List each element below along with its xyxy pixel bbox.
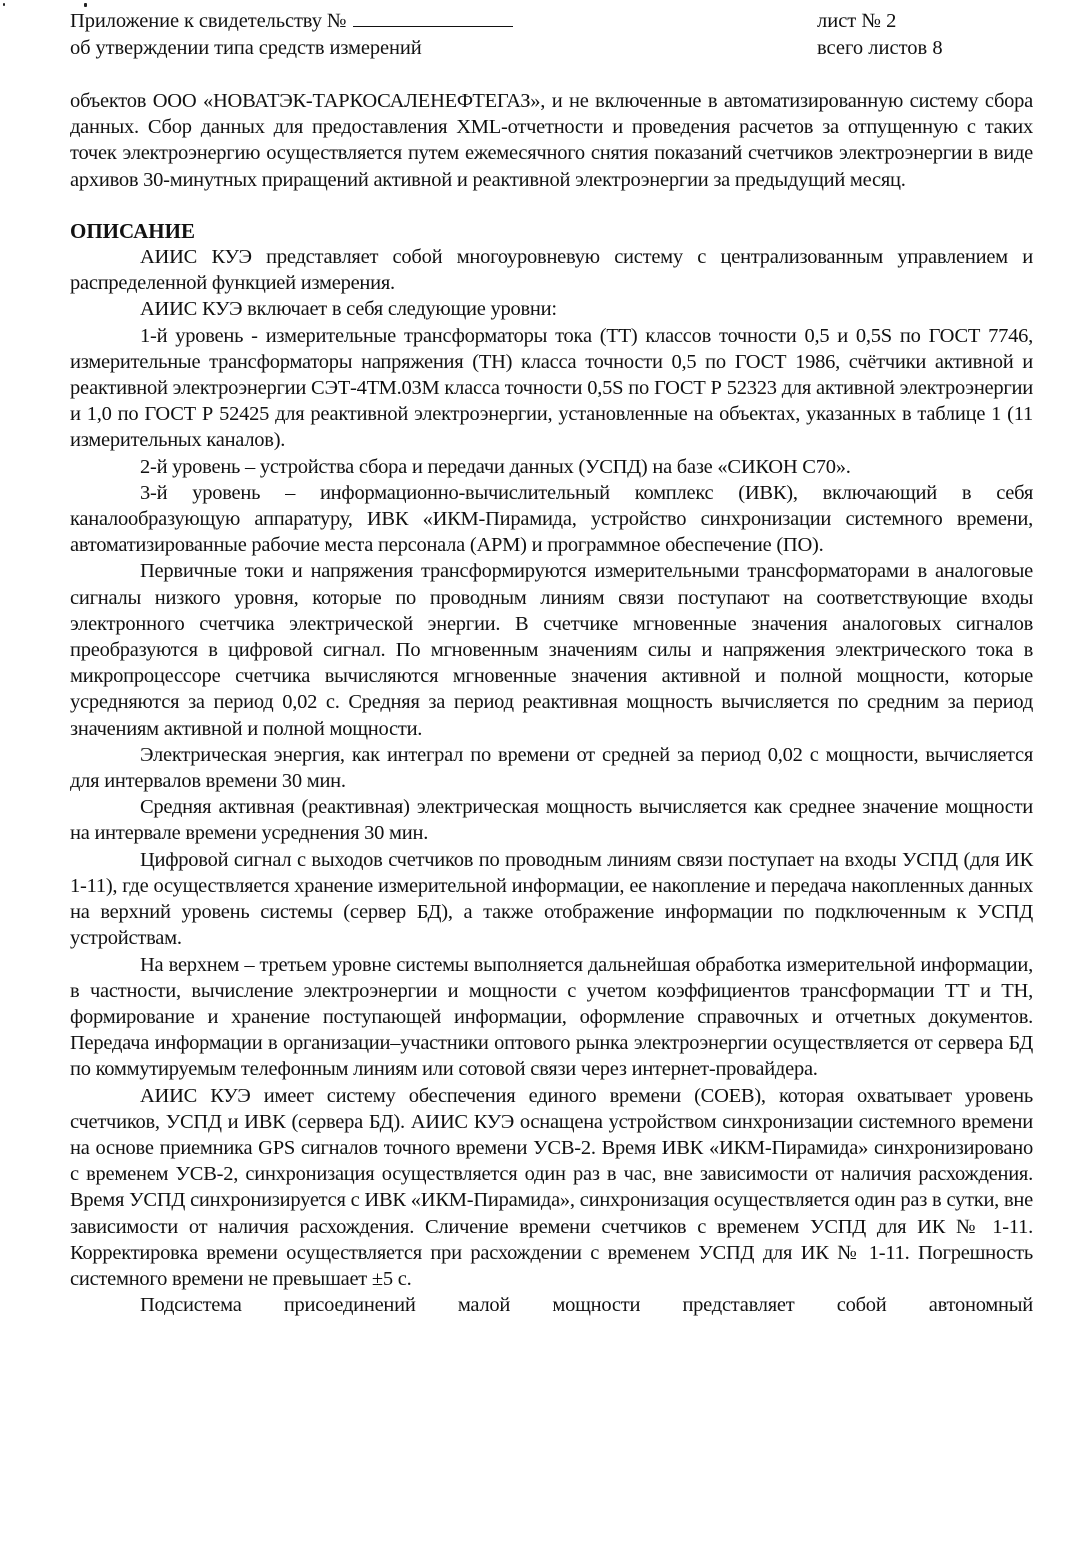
header-certificate-line: Приложение к свидетельству № (70, 8, 513, 35)
section-title: ОПИСАНИЕ (70, 218, 195, 243)
body-paragraph: Первичные токи и напряжения трансформируются измерительными трансформаторами в аналоговые сигналы низкого уровня, которые по проводным линиям связи поступают на соответствующие входы электронного счетчика электрической энергии. В счетчике мгновенные значения аналоговых сигналов преобразуются в цифровой сигнал. По мгновенным значениям силы и напряжения электрического тока в микропроцессоре счетчика вычисляются мгновенные значения активной и полной мощности, которые усредняются за период 0,02 с. Средняя за период реактивная мощность вычисляется по средним за период значениям активной и полной мощности. (70, 560, 1033, 740)
total-sheets: всего листов 8 (817, 37, 943, 59)
scan-artifact (3, 3, 5, 6)
body-paragraph: АИИС КУЭ имеет систему обеспечения единого времени (СОЕВ), которая охватывает уровень счетчиков, УСПД и ИВК (сервера БД). АИИС КУЭ оснащена устройством синхронизации системного времени на основе приемника GPS сигналов точного времени УСВ-2. Время ИВК «ИКМ-Пирамида» синхронизировано с временем УСВ-2, синхронизация осуществляется один раз в час, вне зависимости от наличия расхождения. Время УСПД синхронизируется с ИВК «ИКМ-Пирамида», синхронизация осуществляется один раз в сутки, вне зависимости от наличия расхождения. Сличение времени счетчиков с временем УСПД для ИК № 1-11. Корректировка времени осуществляется при расхождении с временем УСПД для ИК № 1-11. Погрешность системного времени не превышает ±5 с. (70, 1084, 1033, 1290)
body-paragraph: 3-й уровень – информационно-вычислительный комплекс (ИВК), включающий в себя каналообразующую аппаратуру, ИВК «ИКМ-Пирамида, устройство синхронизации системного времени, автоматизированные рабочие места персонала (АРМ) и программное обеспечение (ПО). (70, 481, 1033, 557)
body-paragraph: Средняя активная (реактивная) электрическая мощность вычисляется как среднее значение мощности на интервале времени усреднения 30 мин. (70, 796, 1033, 845)
header-approval-line: об утверждении типа средств измерений (70, 37, 422, 59)
scan-artifact (84, 3, 87, 7)
document-header-right (817, 8, 943, 62)
body-paragraph: Цифровой сигнал с выходов счетчиков по проводным линиям связи поступает на входы УСПД (для ИК 1-11), где осуществляется хранение измерительной информации, ее накопление и передача накопленных данных на верхний уровень системы (сервер БД), а также отображение информации по подключенным к УСПД устройствам. (70, 848, 1033, 950)
body-paragraph: АИИС КУЭ представляет собой многоуровневую систему с централизованным управлением и распределенной функцией измерения. (70, 246, 1033, 295)
body-paragraph: 1-й уровень - измерительные трансформаторы тока (ТТ) классов точности 0,5 и 0,5S по ГОСТ 7746, измерительные трансформаторы напряжения (ТН) класса точности 0,5 по ГОСТ 1986, счётчики активной и реактивной электроэнергии СЭТ-4ТМ.03М класса точности 0,5S по ГОСТ Р 52323 для активной электроэнергии и 1,0 по ГОСТ Р 52425 для реактивной электроэнергии, установленные на объектах, указанных в таблице 1 (11 измерительных каналов). (70, 324, 1033, 452)
body-paragraph: Электрическая энергия, как интеграл по времени от средней за период 0,02 с мощности, вычисляется для интервалов времени 30 мин. (70, 743, 1033, 793)
document-header-left (70, 8, 513, 62)
body-paragraph: На верхнем – третьем уровне системы выполняется дальнейшая обработка измерительной информации, в частности, вычисление электроэнергии и мощности с учетом коэффициентов трансформации ТТ и ТН, формирование и хранение поступающей информации, оформление справочных и отчетных документов. Передача информации в организации–участники оптового рынка электроэнергии осуществляется от сервера БД по коммутируемым телефонным линиям или сотовой связи через интернет-провайдера. (70, 953, 1033, 1081)
document-body (70, 88, 1033, 1318)
body-paragraph-continued: Подсистема присоединений малой мощности представляет собой автономный (140, 1294, 1033, 1317)
body-paragraph: 2-й уровень – устройства сбора и передачи данных (УСПД) на базе «СИКОН С70». (140, 455, 851, 478)
certificate-number-blank (353, 8, 513, 27)
body-paragraph: АИИС КУЭ включает в себя следующие уровни: (140, 298, 557, 321)
intro-paragraph: объектов ООО «НОВАТЭК-ТАРКОСАЛЕНЕФТЕГАЗ», и не включенные в автоматизированную систему сбора данных. Сбор данных для предоставления XML-отчетности и проведения расчетов за отпущенную с таких точек электроэнергию осуществляется путем ежемесячного снятия показаний счетчиков электроэнергии в виде архивов 30-минутных приращений активной и реактивной электроэнергии за предыдущий месяц. (70, 90, 1033, 191)
sheet-number: лист № 2 (817, 10, 897, 32)
